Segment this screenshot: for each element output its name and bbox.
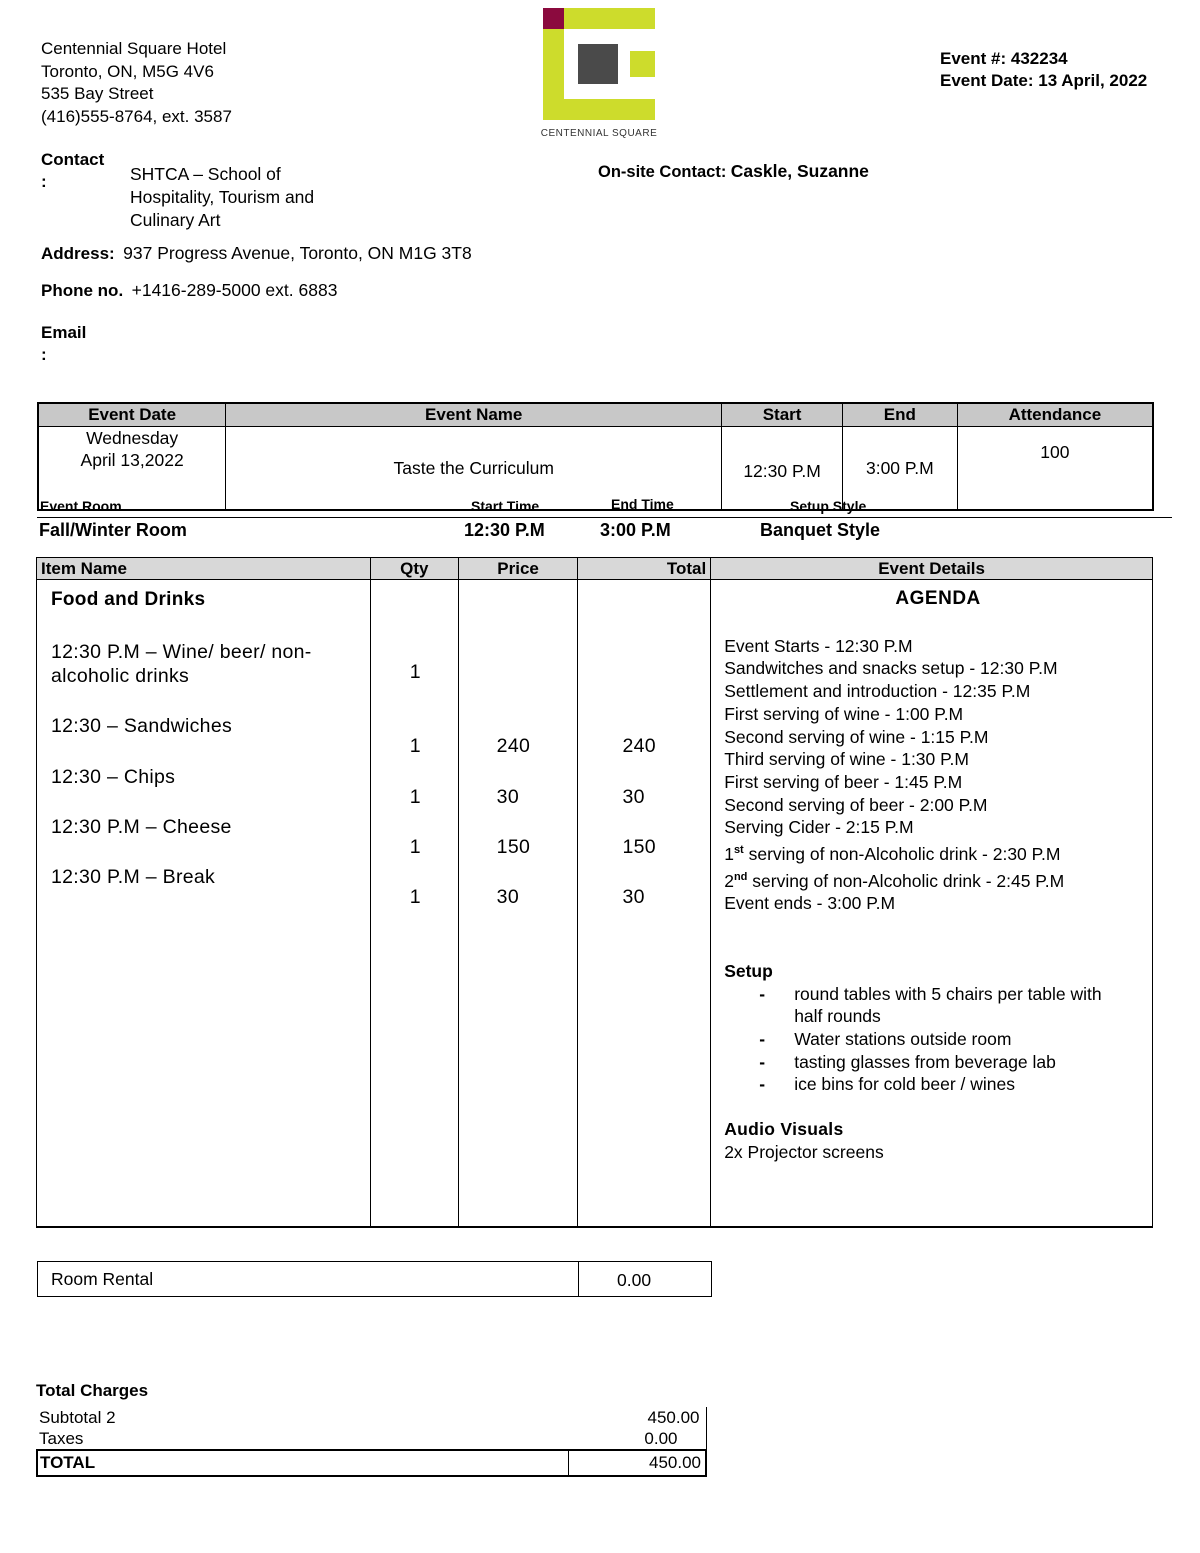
- agenda-item: Sandwitches and snacks setup - 12:30 P.M: [724, 658, 1058, 679]
- item-name: 12:30 – Sandwiches: [51, 715, 233, 737]
- contact-line: SHTCA – School of: [130, 164, 281, 184]
- item-price: 30: [496, 886, 519, 908]
- agenda-item: Serving Cider - 2:15 P.M: [724, 817, 914, 838]
- item-qty: 1: [409, 836, 421, 858]
- agenda-item: Third serving of wine - 1:30 P.M: [724, 749, 969, 770]
- logo-caption: CENTENNIAL SQUARE: [540, 128, 658, 139]
- total-label: TOTAL: [37, 1450, 569, 1476]
- item-qty: 1: [409, 735, 421, 757]
- hotel-city: Toronto, ON, M5G 4V6: [41, 61, 214, 81]
- ordinal-suffix: st: [733, 844, 744, 857]
- item-total: 240: [622, 735, 656, 757]
- ordinal-suffix: nd: [733, 870, 748, 883]
- room-rental: [37, 1261, 712, 1297]
- setup-title: Setup: [724, 960, 773, 981]
- item-qty: 1: [409, 661, 421, 683]
- setup-item: - Water stations outside room: [724, 1028, 1152, 1051]
- header-attendance: Attendance: [957, 403, 1153, 427]
- item-price: 150: [496, 836, 531, 858]
- cell-end: 3:00 P.M: [842, 427, 957, 511]
- total-charges-title: Total Charges: [36, 1381, 149, 1400]
- contact-line: Hospitality, Tourism and: [130, 187, 315, 207]
- email-colon: :: [41, 345, 47, 364]
- setup-item: - ice bins for cold beer / wines: [724, 1073, 1152, 1096]
- total-row: [37, 1450, 706, 1476]
- event-date-label: Event Date:: [940, 71, 1034, 90]
- cell-event-name: Taste the Curriculum: [226, 427, 722, 511]
- email-label: Email: [41, 323, 87, 342]
- setup-item: - tasting glasses from beverage lab: [724, 1051, 1152, 1074]
- centennial-square-logo: [543, 8, 655, 143]
- event-header: [940, 48, 1147, 92]
- divider: [37, 517, 1172, 518]
- header-price: Price: [458, 558, 578, 580]
- items-table-bottom: [37, 1227, 1153, 1228]
- item-name: 12:30 – Chips: [51, 766, 176, 788]
- header-item-name: Item Name: [37, 558, 371, 580]
- agenda-text: serving of non-Alcoholic drink - 2:45 P.M: [747, 870, 1065, 891]
- agenda-item: Event ends - 3:00 P.M: [724, 893, 896, 914]
- items-table: [36, 557, 1153, 1228]
- address-value: 937 Progress Avenue, Toronto, ON M1G 3T8: [123, 243, 472, 263]
- items-table-header: [37, 558, 1153, 580]
- item-total: 30: [622, 786, 645, 808]
- totals-table: [36, 1407, 707, 1477]
- agenda-item: First serving of beer - 1:45 P.M: [724, 771, 963, 792]
- room-rental-label: Room Rental: [38, 1262, 579, 1297]
- start-time-header: Start Time: [471, 498, 540, 514]
- header-start: Start: [722, 403, 843, 427]
- agenda-item: First serving of wine - 1:00 P.M: [724, 703, 964, 724]
- item-qty: 1: [409, 886, 421, 908]
- section-title: Food and Drinks: [51, 589, 206, 610]
- header-total: Total: [578, 558, 711, 580]
- ordinal: 1: [724, 843, 734, 864]
- date-line: April 13,2022: [80, 450, 184, 470]
- cell-attendance: 100: [957, 427, 1153, 511]
- items-table-body: [37, 580, 1153, 1227]
- header-event-date: Event Date: [38, 403, 226, 427]
- phone-label: Phone no.: [41, 281, 124, 300]
- agenda-item: Settlement and introduction - 12:35 P.M: [724, 681, 1031, 702]
- phone-value: +1416-289-5000 ext. 6883: [131, 280, 338, 300]
- agenda-item: [724, 866, 1152, 893]
- agenda-list: [724, 635, 1152, 915]
- agenda-title: AGENDA: [895, 588, 981, 609]
- hotel-name: Centennial Square Hotel: [41, 39, 227, 58]
- event-number-label: Event #:: [940, 49, 1007, 68]
- item-name: 12:30 P.M – Wine/ beer/ non-alcoholic drinks: [51, 641, 312, 687]
- av-value: 2x Projector screens: [724, 1141, 884, 1162]
- end-time-value: 3:00 P.M: [600, 520, 671, 540]
- setup-style-header: Setup Style: [790, 498, 867, 514]
- subtotal-row: [37, 1407, 706, 1428]
- taxes-label: Taxes: [39, 1429, 84, 1448]
- event-number: 432234: [1010, 49, 1068, 68]
- setup-style-value: Banquet Style: [760, 520, 881, 540]
- total-column: [578, 580, 711, 1227]
- item-qty: 1: [409, 786, 421, 808]
- start-time-value: 12:30 P.M: [464, 520, 545, 540]
- onsite-contact: [598, 161, 869, 182]
- qty-column: [370, 580, 458, 1227]
- price-column: [458, 580, 578, 1227]
- agenda-item: [724, 839, 1152, 866]
- phone-row: [41, 280, 337, 301]
- setup-list: [724, 983, 1152, 1097]
- event-table: [37, 402, 1154, 511]
- date-line: Wednesday: [86, 428, 179, 448]
- event-details-column: [711, 580, 1153, 1227]
- event-table-row: [38, 427, 1153, 511]
- contact-label: Contact: [41, 150, 105, 169]
- total-value: 450.00: [569, 1450, 707, 1476]
- item-price: 30: [496, 786, 519, 808]
- subtotal-value: 450.00: [569, 1407, 707, 1428]
- room-rental-value: 0.00: [617, 1270, 652, 1290]
- agenda-text: serving of non-Alcoholic drink - 2:30 P.M: [743, 843, 1061, 864]
- address-label: Address:: [41, 244, 115, 263]
- header-end: End: [842, 403, 957, 427]
- agenda-item: Second serving of beer - 2:00 P.M: [724, 794, 988, 815]
- ordinal: 2: [724, 870, 734, 891]
- onsite-value: Caskle, Suzanne: [730, 161, 869, 181]
- onsite-label: On-site Contact:: [598, 163, 727, 181]
- room-value: Fall/Winter Room: [39, 520, 187, 540]
- hotel-phone: (416)555-8764, ext. 3587: [41, 106, 232, 126]
- address-row: [41, 243, 472, 264]
- hotel-address: [41, 38, 232, 128]
- event-table-header: [38, 403, 1153, 427]
- room-header: Event Room: [40, 498, 122, 514]
- item-total: 150: [622, 836, 656, 858]
- contact-value: [130, 163, 314, 232]
- item-price: [497, 660, 578, 684]
- item-total: [622, 660, 710, 684]
- contact-colon: :: [41, 172, 47, 191]
- end-time-header: End Time: [611, 496, 674, 512]
- agenda-item: Second serving of wine - 1:15 P.M: [724, 726, 989, 747]
- av-title: Audio Visuals: [724, 1119, 844, 1140]
- item-price: 240: [496, 735, 531, 757]
- cell-start: 12:30 P.M: [722, 427, 843, 511]
- item-total: 30: [622, 886, 645, 908]
- agenda-item: Event Starts - 12:30 P.M: [724, 635, 913, 656]
- setup-item: - round tables with 5 chairs per table with half rounds: [724, 983, 1104, 1028]
- hotel-street: 535 Bay Street: [41, 84, 154, 103]
- item-name: 12:30 P.M – Break: [51, 866, 216, 888]
- taxes-value: 0.00: [569, 1428, 707, 1450]
- contact-line: Culinary Art: [130, 210, 221, 230]
- header-event-name: Event Name: [226, 403, 722, 427]
- taxes-row: [37, 1428, 706, 1450]
- event-date: 13 April, 2022: [1038, 71, 1148, 90]
- item-name-column: [37, 580, 371, 1227]
- header-event-details: Event Details: [711, 558, 1153, 580]
- item-name: 12:30 P.M – Cheese: [51, 816, 232, 838]
- subtotal-label: Subtotal 2: [39, 1408, 116, 1427]
- header-qty: Qty: [370, 558, 458, 580]
